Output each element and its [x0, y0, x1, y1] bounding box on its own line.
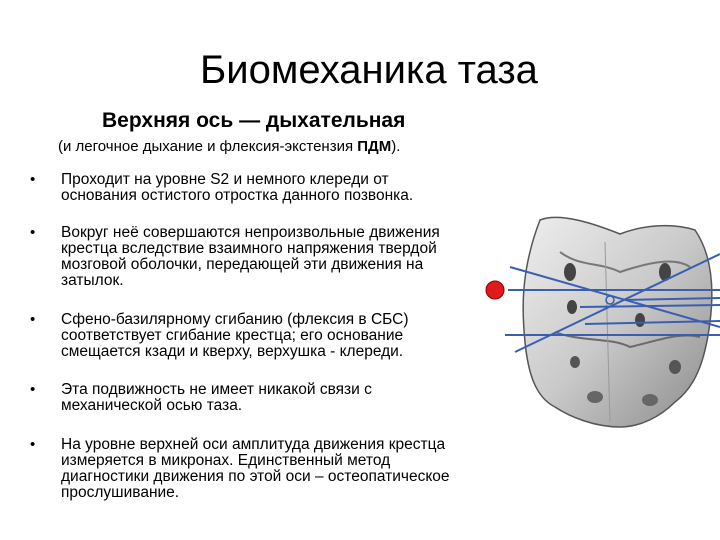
- bullet-line: измеряется в микронах. Единственный метод: [61, 452, 391, 469]
- bullet-text: [61, 312, 531, 360]
- bullet-text: [61, 382, 531, 414]
- bullet-line: Вокруг неё совершаются непроизвольные движения: [61, 224, 440, 241]
- bullet-line: Сфено-базилярному сгибанию (флексия в СБС): [61, 311, 409, 328]
- bullet-line: механической осью таза.: [61, 397, 243, 414]
- bullet-line: мозговой оболочки, передающей эти движения на: [61, 256, 424, 273]
- bullet-line: крестца вследствие взаимного напряжения твердой: [61, 240, 437, 257]
- note-suffix: ).: [391, 138, 401, 155]
- bullet-text: [61, 225, 531, 289]
- slide-subtitle: Верхняя ось — дыхательная: [102, 109, 406, 132]
- bullet-dot: •: [30, 171, 36, 188]
- bullet-line: затылок.: [61, 272, 124, 289]
- bullet-line: Проходит на уровне S2 и немного клереди от: [61, 171, 389, 188]
- bullet-text: [61, 437, 531, 501]
- bullet-line: прослушивание.: [61, 484, 180, 501]
- bullet-line: На уровне верхней оси амплитуда движения крестца: [61, 436, 446, 453]
- bullet-line: смещается кзади и кверху, верхушка - клереди.: [61, 343, 404, 360]
- bullet-text: [61, 172, 531, 204]
- bullet-dot: •: [30, 224, 36, 241]
- bullet-dot: •: [30, 311, 36, 328]
- note-bold: ПДМ: [357, 138, 392, 155]
- bullet-line: Эта подвижность не имеет никакой связи с: [61, 381, 372, 398]
- slide-title: Биомеханика таза: [200, 48, 538, 92]
- bullet-dot: •: [30, 381, 36, 398]
- bullet-line: диагностики движения по этой оси – остеопатическое: [61, 468, 450, 485]
- bullet-line: основания остистого отростка данного позвонка.: [61, 187, 414, 204]
- bullet-line: соответствует сгибание крестца; его основание: [61, 327, 404, 344]
- bullet-dot: •: [30, 436, 36, 453]
- note-prefix: (и легочное дыхание и флексия-экстензия: [58, 138, 358, 155]
